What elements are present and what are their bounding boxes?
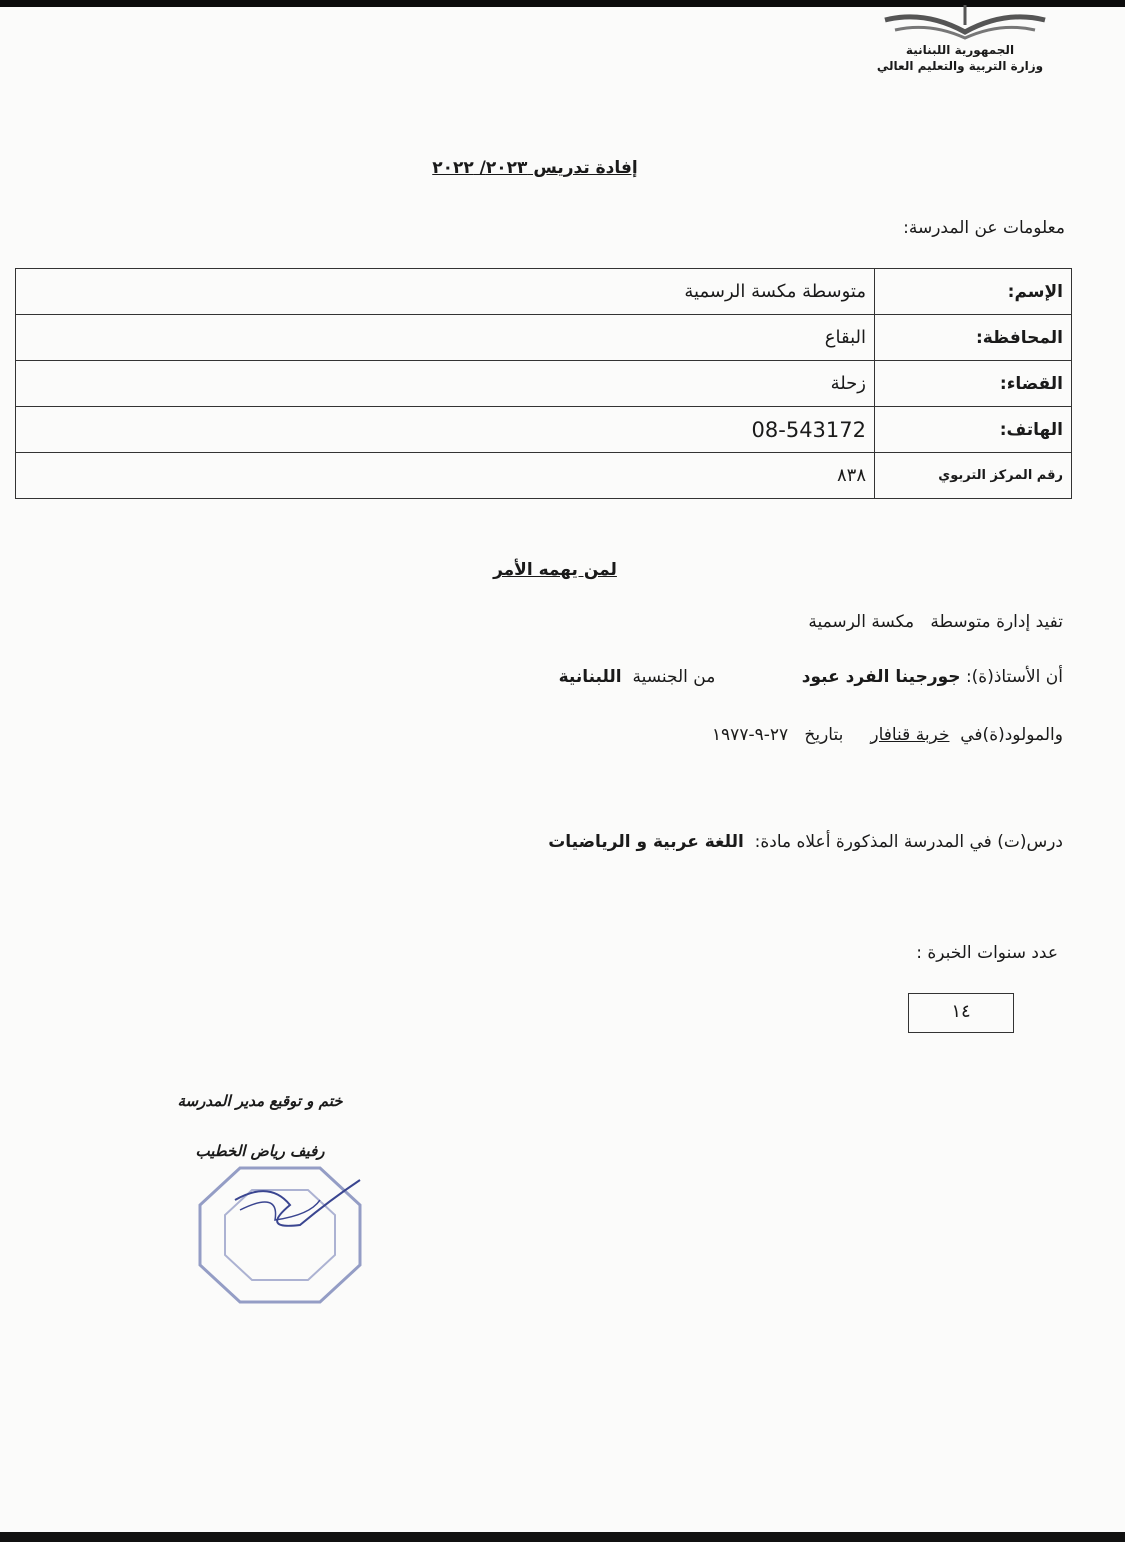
row-value: متوسطة مكسة الرسمية bbox=[16, 269, 875, 315]
body-line-birth bbox=[712, 725, 1063, 745]
table-row bbox=[16, 315, 1072, 361]
school-name: مكسة الرسمية bbox=[808, 612, 915, 632]
table-row bbox=[16, 407, 1072, 453]
birth-prefix: والمولود(ة)في bbox=[960, 725, 1063, 745]
row-value: ٨٣٨ bbox=[16, 453, 875, 499]
school-info-heading: معلومات عن المدرسة: bbox=[903, 218, 1065, 238]
experience-years-box: ١٤ bbox=[908, 993, 1014, 1033]
birth-date: ٢٧-٩-١٩٧٧ bbox=[711, 725, 789, 745]
document-title: إفادة تدريس ٢٠٢٣/ ٢٠٢٢ bbox=[432, 158, 638, 178]
teacher-prefix: أن الأستاذ(ة): bbox=[965, 667, 1063, 687]
table-row bbox=[16, 453, 1072, 499]
row-label: القضاء: bbox=[875, 361, 1072, 407]
birth-place: خربة قنافار bbox=[870, 725, 950, 745]
ministry-header bbox=[860, 42, 1060, 74]
table-row bbox=[16, 361, 1072, 407]
line1-prefix: تفيد إدارة متوسطة bbox=[930, 612, 1063, 632]
body-line-subjects bbox=[548, 832, 1063, 852]
date-prefix: بتاريخ bbox=[804, 725, 844, 745]
addressee: لمن يهمه الأمر bbox=[493, 560, 617, 580]
ministry-line2: وزارة التربية والتعليم العالي bbox=[876, 59, 1044, 73]
scan-bottom-edge bbox=[0, 1532, 1125, 1542]
taught-prefix: درس(ت) في المدرسة المذكورة أعلاه مادة: bbox=[754, 832, 1063, 852]
row-label: رقم المركز التربوي bbox=[875, 453, 1072, 499]
row-value: 08-543172 bbox=[16, 407, 875, 453]
row-label: المحافظة: bbox=[875, 315, 1072, 361]
signature-caption: ختم و توقيع مدير المدرسة bbox=[177, 1092, 343, 1110]
teacher-name: جورجينا الفرد عبود bbox=[801, 667, 961, 687]
school-info-table bbox=[15, 268, 1072, 499]
director-name: رفيف رياض الخطيب bbox=[195, 1142, 325, 1160]
row-label: الهاتف: bbox=[875, 407, 1072, 453]
subjects: اللغة عربية و الرياضيات bbox=[548, 832, 744, 852]
school-stamp-icon bbox=[180, 1160, 380, 1310]
ministry-logo-book-icon bbox=[880, 0, 1050, 40]
row-value: زحلة bbox=[16, 361, 875, 407]
nationality-prefix: من الجنسية bbox=[632, 667, 716, 687]
ministry-line1: الجمهورية اللبنانية bbox=[905, 43, 1015, 57]
table-row bbox=[16, 269, 1072, 315]
experience-label: عدد سنوات الخبرة : bbox=[916, 943, 1058, 963]
body-line-school bbox=[808, 612, 1063, 632]
row-label: الإسم: bbox=[875, 269, 1072, 315]
nationality: اللبنانية bbox=[558, 667, 622, 687]
row-value: البقاع bbox=[16, 315, 875, 361]
body-line-teacher bbox=[559, 667, 1063, 687]
